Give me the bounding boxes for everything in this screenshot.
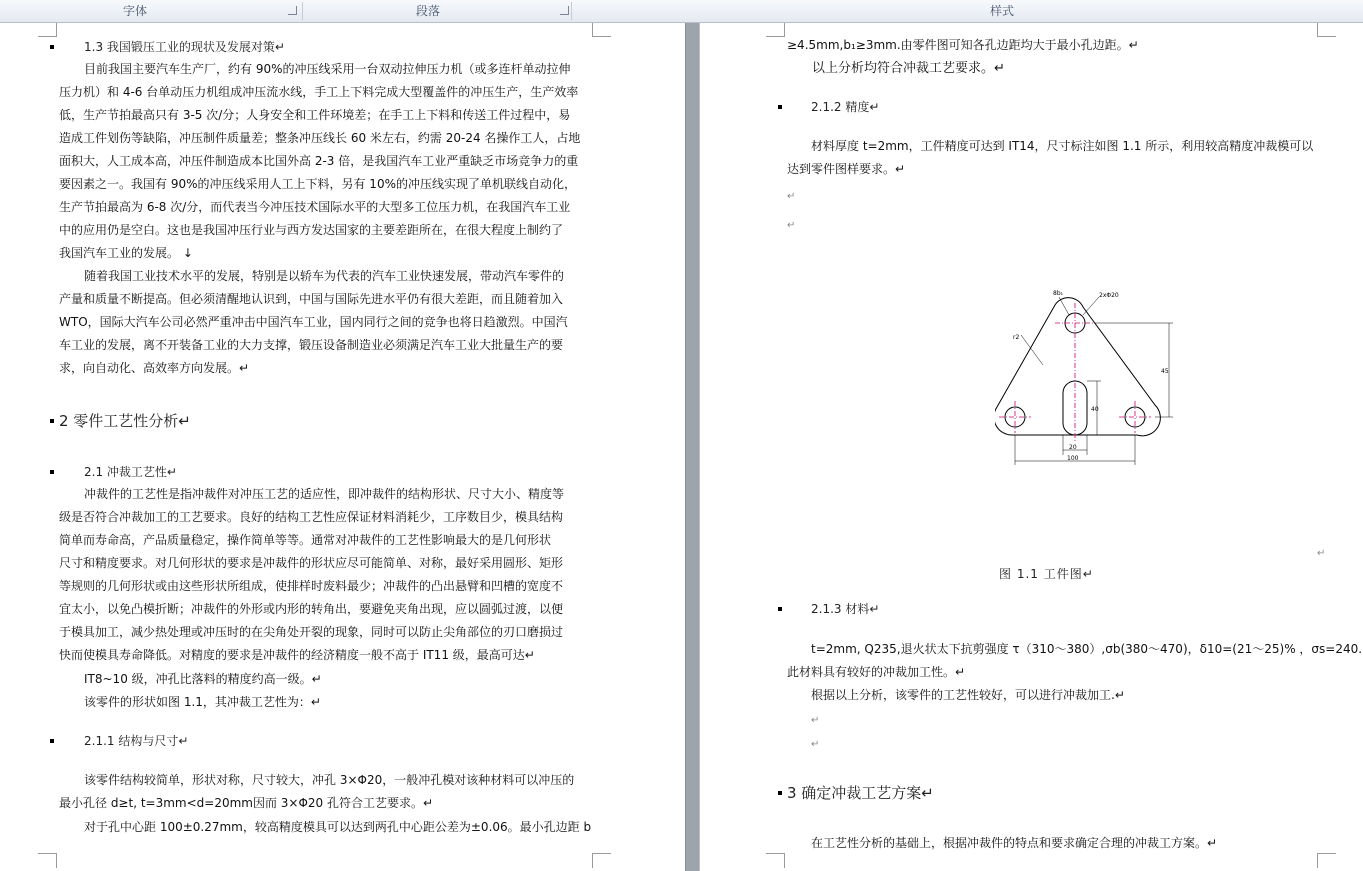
- list-bullet: [778, 607, 782, 611]
- ribbon-group-font[interactable]: [0, 0, 270, 22]
- figure-caption[interactable]: 图 1.1 工件图↵: [999, 567, 1094, 581]
- dim-label-slot-width: 20: [1069, 444, 1077, 451]
- paragraph-line[interactable]: 生产节拍最高为 6-8 次/分，而代表当今冲压技术国际水平的大型多工位压力机，在我国汽车工业: [59, 200, 571, 214]
- paragraph-line[interactable]: 对于孔中心距 100±0.27mm，较高精度模具可以达到两孔中心距公差为±0.06。最小孔边距 b: [84, 820, 592, 834]
- paragraph-line[interactable]: 最小孔径 d≥t, t=3mm<d=20mm因而 3×Φ20 孔符合工艺要求。↵: [59, 796, 434, 810]
- ribbon-group-paragraph-label: 段落: [415, 4, 440, 18]
- list-bullet: [50, 739, 54, 743]
- list-bullet: [50, 419, 54, 423]
- paragraph-line[interactable]: 要因素之一。我国有 90%的冲压线采用人工上下料，另有 10%的冲压线实现了单机联线自动化，: [59, 177, 576, 191]
- paragraph-line[interactable]: 压力机）和 4-6 台单动压力机组成冲压流水线，手工上下料完成大型覆盖件的冲压生产，生产效率: [59, 85, 579, 99]
- paragraph-line[interactable]: 此材料具有较好的冲裁加工性。↵: [787, 665, 966, 679]
- paragraph-line[interactable]: 等规则的几何形状或由这些形状所组成，使排样时废料最少；冲裁件的凸出悬臂和凹槽的宽度不: [59, 579, 564, 593]
- paragraph-line[interactable]: 面积大，人工成本高，冲压件制造成本比国外高 2-3 倍，是我国汽车工业严重缺乏市场竞争力的重: [59, 154, 579, 168]
- part-outline: [995, 298, 1160, 436]
- paragraph-line[interactable]: 达到零件图样要求。↵: [787, 162, 906, 176]
- list-bullet: [50, 45, 54, 49]
- crop-mark: [766, 853, 785, 868]
- dim-label-slot: 40: [1091, 406, 1099, 413]
- paragraph-line[interactable]: WTO，国际大汽车公司必然严重冲击中国汽车工业，国内同行之间的竞争也将日趋激烈。中国汽: [59, 315, 568, 329]
- paragraph-line[interactable]: 产量和质量不断提高。但必须清醒地认识到，中国与国际先进水平仍有很大差距，而且随着加入: [59, 292, 564, 306]
- list-bullet: [778, 791, 782, 795]
- part-drawing-figure: [995, 285, 1175, 475]
- paragraph-line[interactable]: 级是否符合冲裁加工的工艺要求。良好的结构工艺性应保证材料消耗少，工序数目少，模具结构: [59, 510, 564, 524]
- center-lines: [999, 303, 1151, 443]
- list-bullet: [50, 470, 54, 474]
- paragraph-line[interactable]: 根据以上分析，该零件的工艺性较好，可以进行冲裁加工.↵: [811, 688, 1125, 702]
- paragraph-line[interactable]: 低，生产节拍最高只有 3-5 次/分；人身安全和工件环境差；在手工上下料和传送工件过程中，易: [59, 108, 571, 122]
- crop-mark: [1317, 23, 1336, 37]
- crop-mark: [766, 23, 785, 37]
- page-right[interactable]: [699, 23, 1363, 871]
- dim-label-height: 45: [1161, 368, 1169, 375]
- ribbon-group-styles[interactable]: [572, 0, 1363, 22]
- paragraph-line[interactable]: 该零件的形状如图 1.1，其冲裁工艺性为：↵: [84, 695, 321, 709]
- paragraph-line[interactable]: ≥4.5mm,b₁≥3mm.由零件图可知各孔边距均大于最小孔边距。↵: [787, 38, 1139, 52]
- paragraph-line[interactable]: ↵: [1317, 548, 1326, 559]
- dim-label-base-width: 100: [1067, 455, 1079, 462]
- paragraph-line[interactable]: 简单而寿命高，产品质量稳定，操作简单等等。通常对冲裁件的工艺性影响最大的是几何形状: [59, 533, 552, 547]
- paragraph-line[interactable]: 以上分析均符合冲裁工艺要求。↵: [812, 61, 1005, 76]
- subsection-heading[interactable]: 2.1 冲裁工艺性↵: [84, 465, 177, 479]
- paragraph-line[interactable]: 尺寸和精度要求。对几何形状的要求是冲裁件的形状应尽可能简单、对称，最好采用圆形、矩形: [59, 556, 564, 570]
- paragraph-line[interactable]: 造成工件划伤等缺陷，冲压制件质量差；整条冲压线长 60 米左右，约需 20-24 名操作工人，占地: [59, 131, 581, 145]
- paragraph-line[interactable]: 车工业的发展，离不开装备工业的大力支撑，锻压设备制造业必须满足汽车工业大批量生产的要: [59, 338, 564, 352]
- paragraph-line[interactable]: 目前我国主要汽车生产厂，约有 90%的冲压线采用一台双动拉伸压力机（或多连杆单动拉伸: [84, 62, 571, 76]
- section-heading[interactable]: 3 确定冲裁工艺方案↵: [787, 784, 934, 802]
- paragraph-line[interactable]: 求，向自动化、高效率方向发展。↵: [59, 361, 250, 375]
- paragraph-line[interactable]: 在工艺性分析的基础上，根据冲裁件的特点和要求确定合理的冲裁工方案。↵: [811, 836, 1218, 850]
- paragraph-dialog-launcher-icon[interactable]: [560, 6, 569, 15]
- paragraph-line[interactable]: 快而使模具寿命降低。对精度的要求是冲裁件的经济精度一般不高于 IT11 级，最高可达↵: [59, 648, 535, 662]
- dim-label-radius: r2: [1013, 334, 1020, 341]
- ribbon-group-font-label: 字体: [122, 4, 147, 18]
- crop-mark: [1317, 853, 1336, 868]
- ribbon-group-paragraph[interactable]: [303, 0, 553, 22]
- page-left[interactable]: [0, 23, 685, 871]
- crop-mark: [38, 23, 57, 37]
- paragraph-line[interactable]: t=2mm, Q235,退火状太下抗剪强度 τ（310～380）,σb(380～470)，δ10=(21～25)% ，σs=240.: [811, 642, 1363, 656]
- paragraph-line[interactable]: 该零件结构较简单，形状对称，尺寸较大，冲孔 3×Φ20，一般冲孔模对该种材料可以冲压的: [84, 773, 575, 787]
- paragraph-line[interactable]: IT8~10 级，冲孔比落料的精度约高一级。↵: [84, 672, 322, 686]
- section-heading[interactable]: 2 零件工艺性分析↵: [59, 412, 191, 430]
- crop-mark: [592, 853, 611, 868]
- subsection-heading[interactable]: 2.1.2 精度↵: [811, 100, 880, 114]
- crop-mark: [592, 23, 611, 37]
- paragraph-line[interactable]: 中的应用仍是空白。这也是我国冲压行业与西方发达国家的主要差距所在，在很大程度上制约了: [59, 223, 564, 237]
- paragraph-line[interactable]: ↵: [787, 191, 796, 202]
- paragraph-line[interactable]: 我国汽车工业的发展。 ↓: [59, 246, 193, 260]
- font-dialog-launcher-icon[interactable]: [288, 6, 297, 15]
- paragraph-line[interactable]: ↵: [811, 715, 820, 726]
- ribbon-group-styles-label: 样式: [989, 4, 1014, 18]
- paragraph-line[interactable]: 宜太小，以免凸模折断；冲裁件的外形或内形的转角出，要避免夹角出现，应以圆弧过渡，以便: [59, 602, 564, 616]
- subsection-heading[interactable]: 2.1.3 材料↵: [811, 602, 880, 616]
- crop-mark: [38, 853, 57, 868]
- paragraph-line[interactable]: ↵: [811, 739, 820, 750]
- dim-label-hole: 2xΦ20: [1099, 292, 1119, 299]
- paragraph-line[interactable]: 随着我国工业技术水平的发展，特别是以轿车为代表的汽车工业快速发展，带动汽车零件的: [84, 269, 565, 283]
- list-bullet: [778, 105, 782, 109]
- subsection-heading[interactable]: 2.1.1 结构与尺寸↵: [84, 734, 189, 748]
- dim-label-b1: 8b₁: [1053, 290, 1064, 297]
- page-gap: [685, 23, 700, 871]
- paragraph-line[interactable]: 材料厚度 t=2mm，工件精度可达到 IT14，尺寸标注如图 1.1 所示，利用较高精度冲裁模可以: [811, 139, 1314, 153]
- ribbon-group-bar: [0, 0, 1363, 23]
- paragraph-line[interactable]: 于模具加工，减少热处理或冲压时的在尖角处开裂的现象，同时可以防止尖角部位的刃口磨损过: [59, 625, 564, 639]
- paragraph-line[interactable]: ↵: [787, 220, 796, 231]
- paragraph-line[interactable]: 冲裁件的工艺性是指冲裁件对冲压工艺的适应性，即冲裁件的结构形状、尺寸大小、精度等: [84, 487, 565, 501]
- subsection-heading[interactable]: 1.3 我国锻压工业的现状及发展对策↵: [84, 40, 285, 54]
- triangle-outline: [995, 298, 1160, 436]
